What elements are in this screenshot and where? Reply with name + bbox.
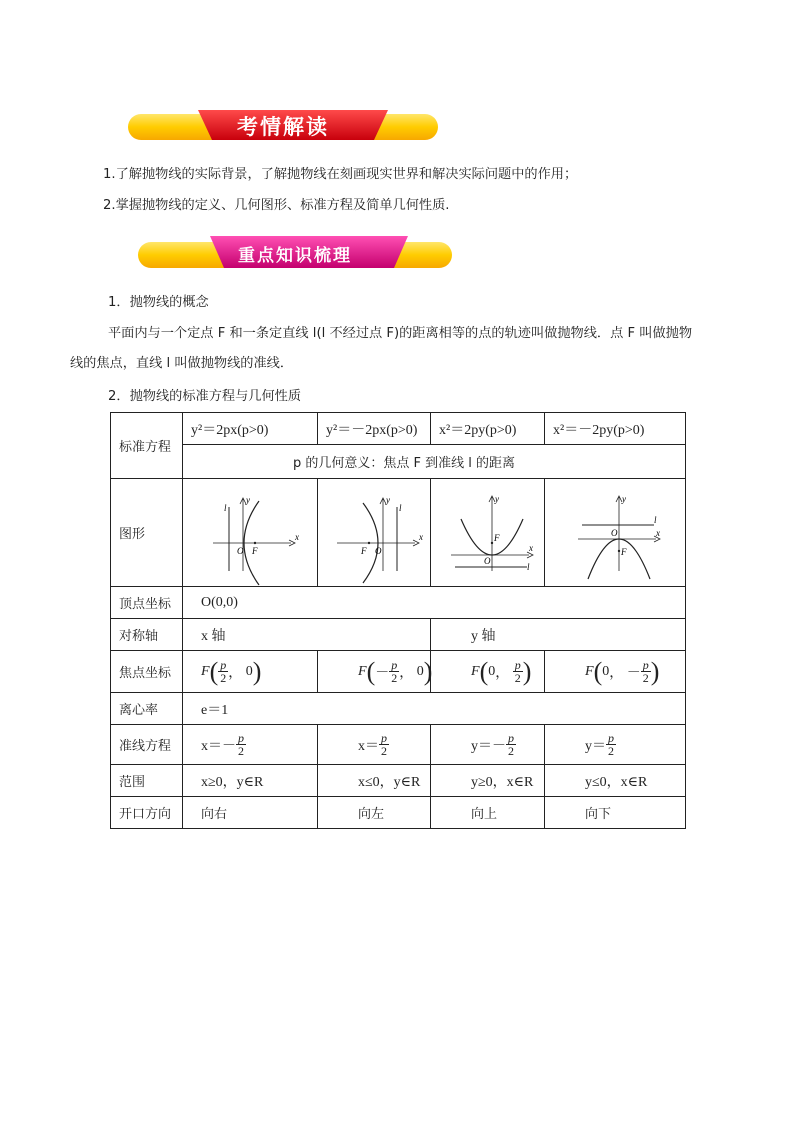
svg-text:O: O — [611, 527, 618, 538]
directrix-down: y＝ $\frac{p}{2}$ — [545, 725, 686, 765]
row-label-opening: 开口方向 — [111, 797, 183, 829]
label-x: x — [295, 531, 299, 542]
section-1-heading: 1．抛物线的概念 — [108, 295, 209, 310]
directrix-right: x＝－ $\frac{p}{2}$ — [183, 725, 318, 765]
objective-1: 1.了解抛物线的实际背景，了解抛物线在刻画现实世界和解决实际问题中的作用； — [103, 167, 578, 182]
svg-text:y: y — [494, 493, 499, 504]
parabola-right-graphic — [209, 493, 299, 573]
section-1-line-1: 平面内与一个定点 F 和一条定直线 l(l 不经过点 F)的距离相等的点的轨迹叫做抛物线．点 F 叫做抛物 — [108, 326, 693, 341]
banner-key-knowledge-title: 重点知识梳理 — [238, 245, 352, 266]
eccentricity-value: e＝1 — [183, 693, 686, 725]
svg-text:F: F — [621, 546, 627, 557]
eq-right: y²＝2px(p>0) — [183, 413, 318, 445]
eq-down: x²＝－2py(p>0) — [545, 413, 686, 445]
svg-text:x: x — [528, 542, 533, 553]
banner-key-knowledge — [136, 234, 454, 272]
svg-text:F: F — [361, 545, 367, 556]
row-label-range: 范围 — [111, 765, 183, 797]
figure-right — [183, 479, 318, 587]
opening-right: 向右 — [183, 797, 318, 829]
svg-text:y: y — [622, 493, 626, 504]
banner-exam-analysis — [126, 108, 440, 144]
parabola-down-graphic — [574, 493, 664, 573]
opening-left: 向左 — [318, 797, 431, 829]
svg-text:O: O — [375, 545, 382, 556]
parabola-left-graphic — [333, 493, 423, 573]
focus-down: F ( 0 ， － $\frac{p}{2}$ ) — [545, 651, 686, 693]
opening-down: 向下 — [545, 797, 686, 829]
svg-text:x: x — [419, 531, 423, 542]
banner-exam-analysis-title: 考情解读 — [237, 115, 329, 139]
row-label-axis: 对称轴 — [111, 619, 183, 651]
range-up: y≥0，x∈R — [431, 765, 545, 797]
svg-text:O: O — [483, 555, 490, 566]
section-2-heading: 2．抛物线的标准方程与几何性质 — [108, 389, 302, 404]
axis-x: x 轴 — [183, 619, 431, 651]
svg-text:l: l — [526, 561, 530, 572]
objective-2: 2.掌握抛物线的定义、几何图形、标准方程及简单几何性质. — [103, 198, 450, 213]
parabola-up-graphic — [447, 493, 537, 573]
row-label-figure: 图形 — [111, 479, 183, 587]
svg-text:l: l — [654, 514, 657, 525]
row-label-eccentricity: 离心率 — [111, 693, 183, 725]
range-left: x≤0，y∈R — [318, 765, 431, 797]
label-y: y — [246, 494, 250, 505]
opening-up: 向上 — [431, 797, 545, 829]
row-label-standard-eq: 标准方程 — [111, 413, 183, 479]
focus-up: F ( 0 ， $\frac{p}{2}$ ) — [431, 651, 545, 693]
row-label-directrix: 准线方程 — [111, 725, 183, 765]
svg-text:x: x — [656, 527, 660, 538]
svg-text:l: l — [399, 502, 402, 513]
label-o: O — [237, 545, 244, 556]
directrix-left: x＝ $\frac{p}{2}$ — [318, 725, 431, 765]
vertex-value: O(0,0) — [183, 587, 686, 619]
figure-up — [431, 479, 545, 587]
axis-y: y 轴 — [431, 619, 686, 651]
svg-text:F: F — [493, 532, 499, 543]
focus-left: F ( － $\frac{p}{2}$ ， 0 ) — [318, 651, 431, 693]
label-f: F — [252, 545, 258, 556]
row-label-vertex: 顶点坐标 — [111, 587, 183, 619]
label-l: l — [224, 502, 227, 513]
range-down: y≤0，x∈R — [545, 765, 686, 797]
eq-up: x²＝2py(p>0) — [431, 413, 545, 445]
figure-down — [545, 479, 686, 587]
focus-right: F ( $\frac{p}{2}$ ， 0 ) — [183, 651, 318, 693]
section-1-line-2: 线的焦点，直线 l 叫做抛物线的准线． — [70, 356, 294, 371]
svg-text:y: y — [386, 494, 390, 505]
figure-left — [318, 479, 431, 587]
row-label-focus: 焦点坐标 — [111, 651, 183, 693]
parabola-properties-table — [110, 412, 686, 829]
eq-left: y²＝－2px(p>0) — [318, 413, 431, 445]
directrix-up: y＝－ $\frac{p}{2}$ — [431, 725, 545, 765]
range-right: x≥0，y∈R — [183, 765, 318, 797]
p-meaning: p 的几何意义：焦点 F 到准线 l 的距离 — [183, 445, 686, 479]
